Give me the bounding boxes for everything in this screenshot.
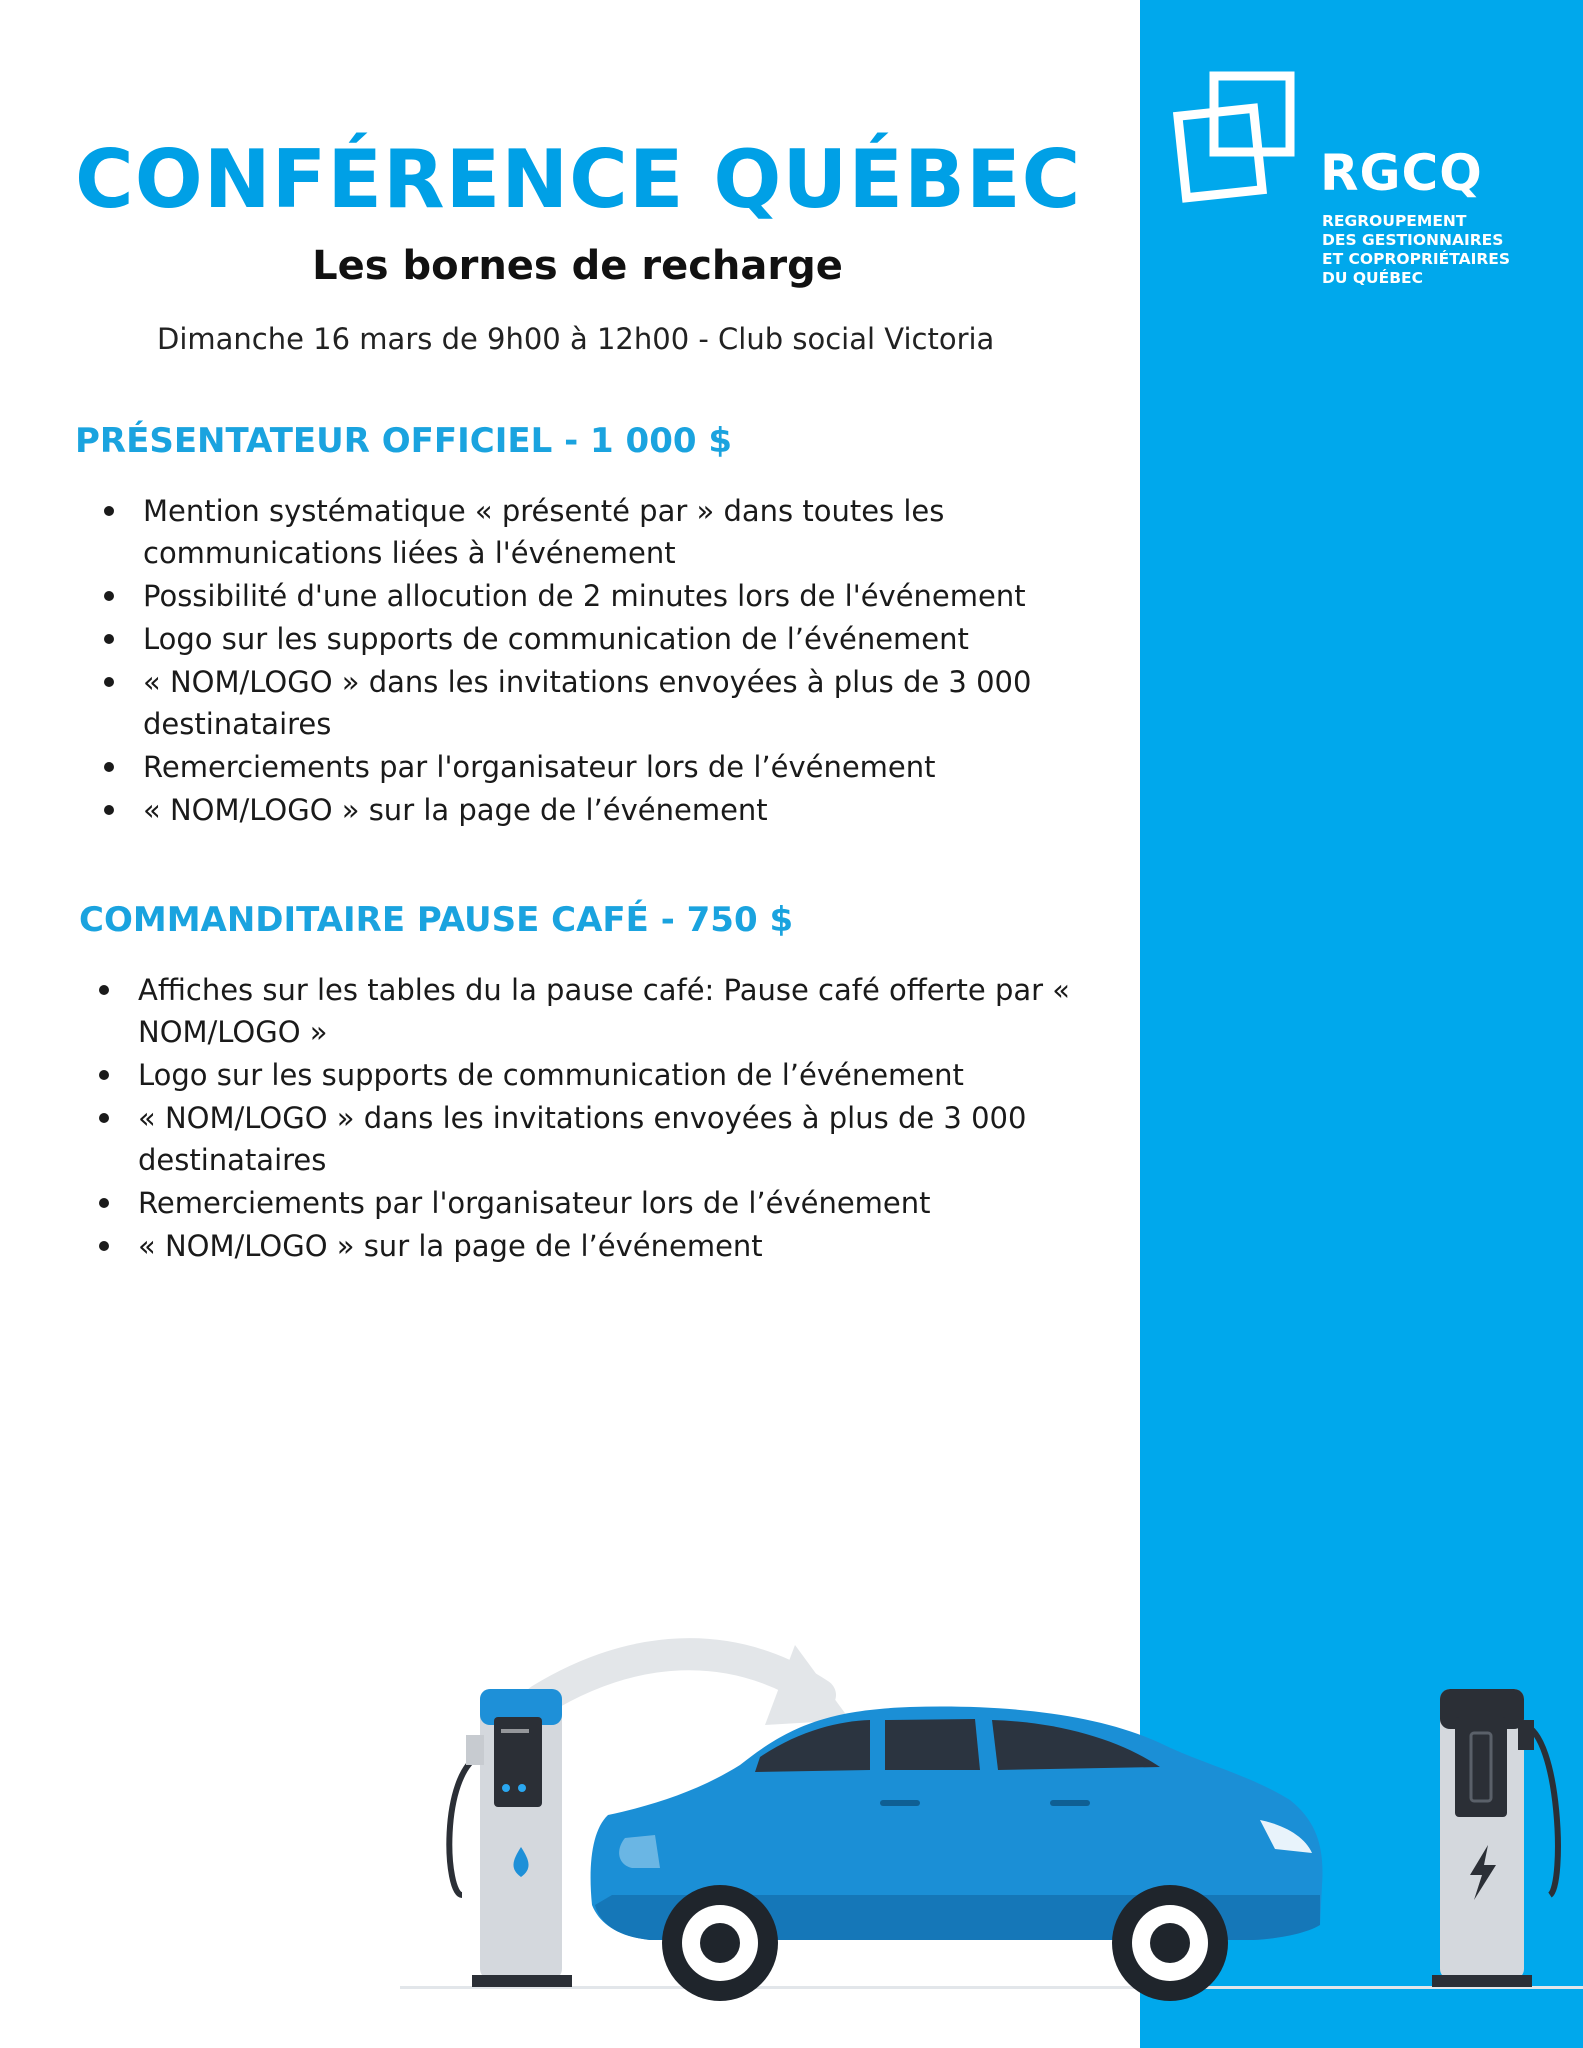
- presenter-benefits-list: [75, 489, 1131, 831]
- ev-charger: [1432, 1689, 1558, 1987]
- list-item: • « NOM/LOGO » dans les invitations envoyées à plus de 3 000 destinataires: [126, 1096, 1126, 1181]
- curved-arrow-icon: [540, 1645, 850, 1725]
- page-subtitle: Les bornes de recharge: [312, 243, 843, 289]
- ev-charging-illustration: [400, 1625, 1583, 2048]
- section-heading-coffee-break: COMMANDITAIRE PAUSE CAFÉ - 750 $: [79, 900, 794, 940]
- list-item: • « NOM/LOGO » dans les invitations envoyées à plus de 3 000 destinataires: [131, 660, 1131, 745]
- event-details: Dimanche 16 mars de 9h00 à 12h00 - Club social Victoria: [157, 322, 995, 356]
- page-title: CONFÉRENCE QUÉBEC: [75, 133, 1082, 226]
- list-item: • Mention systématique « présenté par » dans toutes les communications liées à l'événement: [131, 489, 1131, 574]
- list-item: • Remerciements par l'organisateur lors de l’événement: [126, 1181, 1126, 1224]
- list-item: • Logo sur les supports de communication de l’événement: [126, 1053, 1126, 1096]
- coffee-break-benefits-list: [70, 968, 1126, 1267]
- list-item: • Logo sur les supports de communication de l’événement: [131, 617, 1131, 660]
- logo-name: RGCQ: [1320, 144, 1483, 202]
- list-item: • « NOM/LOGO » sur la page de l’événement: [126, 1224, 1126, 1267]
- list-item: • Affiches sur les tables du la pause café: Pause café offerte par « NOM/LOGO »: [126, 968, 1126, 1053]
- list-item: • « NOM/LOGO » sur la page de l’événement: [131, 788, 1131, 831]
- logo-squares-icon: [1170, 68, 1300, 208]
- car: [591, 1707, 1323, 2001]
- fuel-pump: [449, 1689, 572, 1987]
- list-item: • Possibilité d'une allocution de 2 minutes lors de l'événement: [131, 574, 1131, 617]
- list-item: • Remerciements par l'organisateur lors de l’événement: [131, 745, 1131, 788]
- ground-line: [400, 1986, 1583, 1989]
- section-heading-presenter: PRÉSENTATEUR OFFICIEL - 1 000 $: [75, 421, 733, 461]
- logo-tagline: REGROUPEMENT DES GESTIONNAIRES ET COPROPRIÉTAIRES DU QUÉBEC: [1322, 212, 1511, 287]
